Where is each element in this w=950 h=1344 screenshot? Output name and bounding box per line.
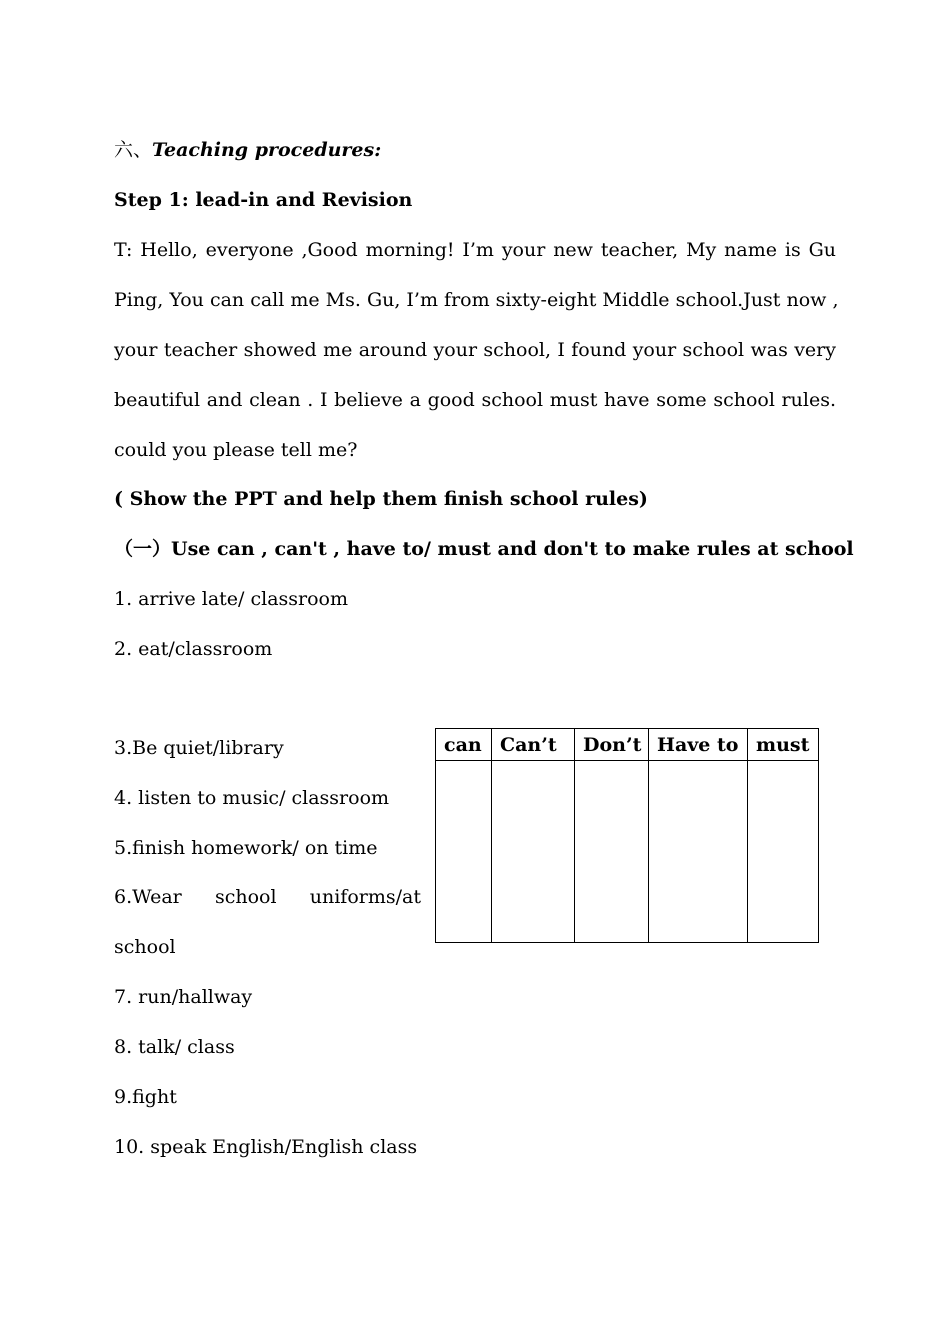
instruction-text: ( Show the PPT and help them finish school rules) — [114, 488, 648, 510]
list-item-6-word: 6.Wear — [114, 886, 182, 908]
list-item: 10. speak English/English class — [114, 1136, 418, 1158]
list-item: 9.fight — [114, 1086, 177, 1108]
table-header-dont: Don’t — [575, 729, 649, 761]
paragraph-line-1: T: Hello, everyone ,Good morning! I’m your new teacher, My name is Gu — [114, 239, 836, 261]
table-header-cant: Can’t — [492, 729, 575, 761]
paragraph-line-2: Ping, You can call me Ms. Gu, I’m from sixty-eight Middle school.Just now , — [114, 289, 839, 311]
table-header-must: must — [748, 729, 819, 761]
list-item-continuation: school — [114, 936, 176, 958]
list-item: 5.finish homework/ on time — [114, 837, 378, 859]
paragraph-line-4: beautiful and clean . I believe a good school must have some school rules. — [114, 389, 836, 411]
table-cell-dont[interactable] — [575, 761, 649, 943]
paragraph-line-3: your teacher showed me around your school, I found your school was very — [114, 339, 836, 361]
table-header-have-to: Have to — [649, 729, 748, 761]
list-item-6 — [114, 885, 421, 909]
list-item: 7. run/hallway — [114, 986, 253, 1008]
table-cell-can[interactable] — [436, 761, 492, 943]
paragraph-line-5: could you please tell me? — [114, 439, 358, 461]
list-item: 4. listen to music/ classroom — [114, 787, 390, 809]
section-heading — [114, 138, 381, 162]
list-item: 2. eat/classroom — [114, 638, 273, 660]
subheading: （一）Use can , can't , have to/ must and don't to make rules at school — [114, 538, 854, 560]
section-number: 六、 — [114, 139, 153, 161]
table-header-can: can — [436, 729, 492, 761]
table-cell-cant[interactable] — [492, 761, 575, 943]
list-item-6-word: uniforms/at — [309, 886, 421, 908]
list-item: 8. talk/ class — [114, 1036, 235, 1058]
rules-table — [435, 728, 819, 943]
table-cell-must[interactable] — [748, 761, 819, 943]
table-header-row — [436, 729, 819, 761]
list-item-6-word: school — [214, 886, 277, 908]
table-cell-have-to[interactable] — [649, 761, 748, 943]
section-title: Teaching procedures: — [152, 139, 382, 161]
step1-heading: Step 1: lead-in and Revision — [114, 189, 413, 211]
list-item: 1. arrive late/ classroom — [114, 588, 349, 610]
list-item: 3.Be quiet/library — [114, 737, 284, 759]
table-row — [436, 761, 819, 943]
